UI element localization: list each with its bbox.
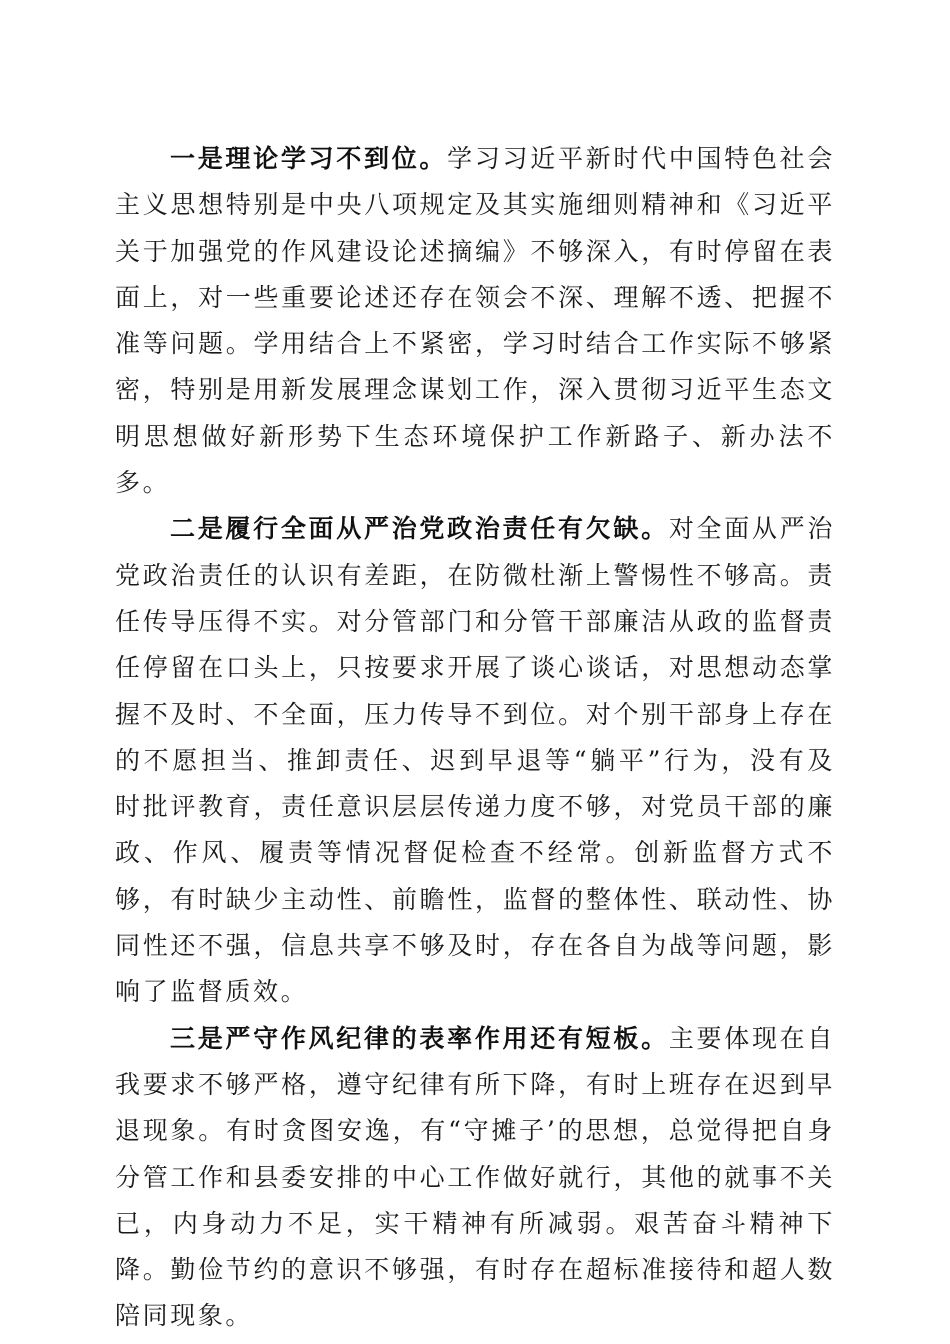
paragraph-text: 主要体现在自我要求不够严格，遵守纪律有所下降，有时上班存在迟到早退现象。有时贪图安逸，有“守摊子’的思想，总觉得把自身分管工作和县委安排的中心工作做好就行，其他的就事不关已，内身动力不足，实干精神有所减弱。艰苦奋斗精神下降。勤俭节约的意识不够强，有时存在超标准接待和超人数陪同现象。	[115, 1023, 835, 1331]
paragraph-work-discipline	[115, 1016, 835, 1340]
paragraph-text: 对全面从严治党政治责任的认识有差距，在防微杜渐上警惕性不够高。责任传导压得不实。对分管部门和分管干部廉洁从政的监督责任停留在口头上，只按要求开展了谈心谈话，对思想动态掌握不及时、不全面，压力传导不到位。对个别干部身上存在的不愿担当、推卸责任、迟到早退等“躺平”行为，没有及时批评教育，责任意识层层传递力度不够，对党员干部的廉政、作风、履责等情况督促检查不经常。创新监督方式不够，有时缺少主动性、前瞻性，监督的整体性、联动性、协同性还不强，信息共享不够及时，存在各自为战等问题，影响了监督质效。	[115, 514, 835, 1007]
document-body	[115, 136, 835, 1340]
paragraph-party-governance	[115, 506, 835, 1015]
paragraph-heading: 二是履行全面从严治党政治责任有欠缺。	[170, 514, 669, 544]
paragraph-theory-study	[115, 136, 835, 506]
paragraph-heading: 三是严守作风纪律的表率作用还有短板。	[170, 1023, 669, 1053]
paragraph-text: 学习习近平新时代中国特色社会主义思想特别是中央八项规定及其实施细则精神和《习近平关于加强党的作风建设论述摘编》不够深入，有时停留在表面上，对一些重要论述还存在领会不深、理解不透、把握不准等问题。学用结合上不紧密，学习时结合工作实际不够紧密，特别是用新发展理念谋划工作，深入贯彻习近平生态文明思想做好新形势下生态环境保护工作新路子、新办法不多。	[115, 144, 835, 498]
paragraph-heading: 一是理论学习不到位。	[170, 144, 448, 173]
